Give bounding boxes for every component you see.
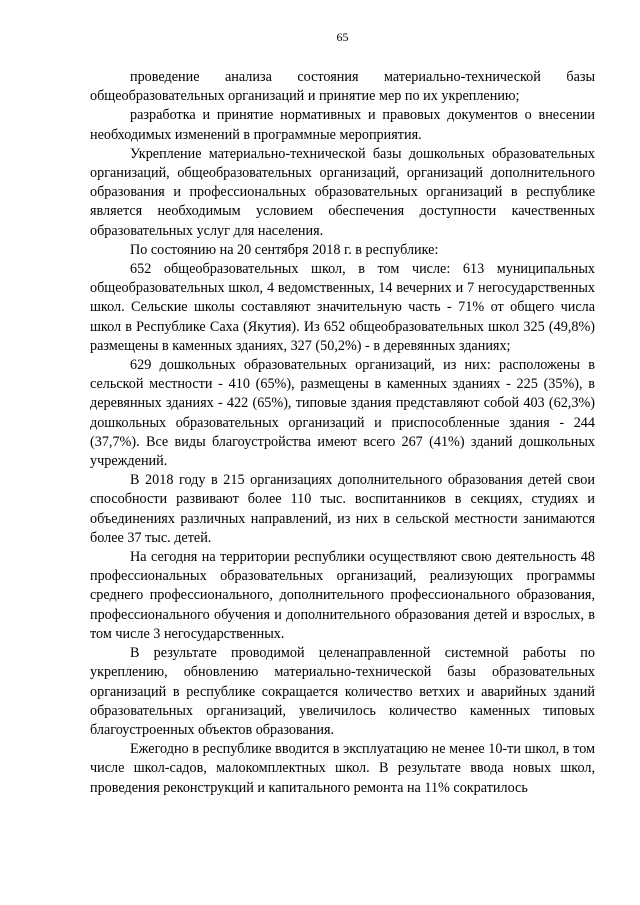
paragraph-2: разработка и принятие нормативных и правовых документов о внесении необходимых изменений в программные мероприятия. <box>90 107 595 143</box>
paragraph-8: На сегодня на территории республики осуществляют свою деятельность 48 профессиональных образовательных организаций, реализующих программы среднего профессионального, дополнительного профессионального образования, профессионального обучения и дополнительного образования детей и взрослых, в том числе 3 негосударственных. <box>90 549 595 642</box>
paragraph-1: проведение анализа состояния материально-технической базы общеобразовательных организаций и принятие мер по их укреплению; <box>90 69 595 105</box>
paragraph-4: По состоянию на 20 сентября 2018 г. в республике: <box>130 241 439 258</box>
paragraph-3: Укрепление материально-технической базы дошкольных образовательных организаций, общеобразовательных организаций, организаций дополнительного образования и профессиональных образовательных организаций в республике является необходимым условием обеспечения доступности качественных образовательных услуг для населения. <box>90 145 595 239</box>
paragraph-6: 629 дошкольных образовательных организаций, из них: расположены в сельской местности - 410 (65%), размещены в каменных зданиях - 225 (35%), в деревянных зданиях - 422 (65%), типовые здания представляют собой 403 (62,3%) дошкольных образовательных организаций и приспособленные здания - 244 (37,7%). Все виды благоустройства имеют всего 267 (41%) зданий дошкольных учреждений. <box>90 357 595 470</box>
paragraph-9: В результате проводимой целенаправленной системной работы по укреплению, обновлению материально-технической базы образовательных организаций в республике сокращается количество ветхих и аварийных зданий образовательных организаций, увеличилось количество каменных типовых благоустроенных объектов образования. <box>90 645 595 738</box>
document-page <box>90 30 595 798</box>
page-number: 65 <box>336 30 349 44</box>
paragraph-7: В 2018 году в 215 организациях дополнительного образования детей свои способности развивают более 110 тыс. воспитанников в секциях, студиях и объединениях различных направлений, из них в сельской местности занимаются более 37 тыс. детей. <box>90 472 595 546</box>
paragraph-5: 652 общеобразовательных школ, в том числе: 613 муниципальных общеобразовательных школ, 4 ведомственных, 14 вечерних и 7 негосударственных школ. Сельские школы составляют значительную часть - 71% от общего числа школ в Республике Саха (Якутия). Из 652 общеобразовательных школ 325 (49,8%) размещены в каменных зданиях, 327 (50,2%) - в деревянных зданиях; <box>90 261 595 354</box>
paragraph-10: Ежегодно в республике вводится в эксплуатацию не менее 10-ти школ, в том числе школ-садов, малокомплектных школ. В результате ввода новых школ, проведения реконструкций и капитального ремонта на 11% сократилось <box>90 741 595 796</box>
